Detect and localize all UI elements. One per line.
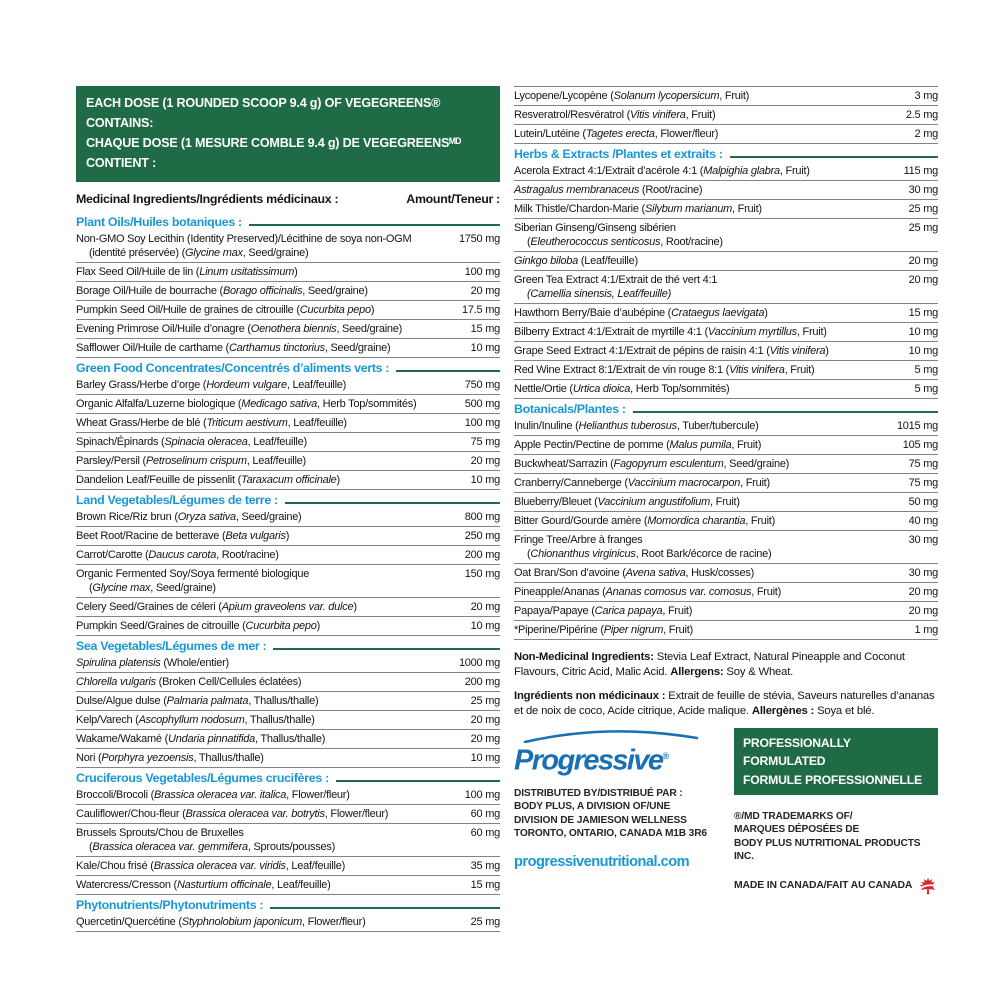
ingredient-name: Parsley/Persil (Petroselinum crispum, Leaf/feuille): [76, 454, 306, 467]
ingredient-amount: 30 mg: [908, 534, 938, 546]
ingredient-row: [514, 323, 938, 342]
distributed-by-text: DISTRIBUTED BY/DISTRIBUÉ PAR : BODY PLUS, A DIVISION OF/UNE DIVISION DE JAMIESON WELLNESS TORONTO, ONTARIO, CANADA M1B 3R6: [514, 787, 707, 840]
section-title: Green Food Concentrates/Concentrés d’aliments verts :: [76, 360, 390, 375]
progressive-logo: [514, 730, 718, 776]
ingredient-name: Spirulina platensis (Whole/entier): [76, 656, 229, 669]
ingredient-amount: 30 mg: [908, 567, 938, 579]
section-rule: [633, 411, 938, 413]
ingredient-amount: 30 mg: [908, 184, 938, 196]
ingredient-name: Non-GMO Soy Lecithin (Identity Preserved)/Lécithine de soya non-OGM (identité préservée) (Glycine max, Seed/graine): [76, 232, 412, 259]
ingredient-amount: 20 mg: [470, 284, 500, 297]
ingredient-row: [514, 361, 938, 380]
section-title: Land Vegetables/Légumes de terre :: [76, 492, 278, 507]
ingredient-name: Oat Bran/Son d’avoine (Avena sativa, Husk/cosses): [514, 567, 755, 579]
ingredient-amount: 60 mg: [470, 807, 500, 820]
maple-leaf-icon: [919, 877, 937, 895]
non-medicinal-block: [514, 650, 938, 718]
section-heading: [514, 144, 938, 162]
ingredient-row: [514, 380, 938, 399]
ingredient-name: Lycopene/Lycopène (Solanum lycopersicum, Fruit): [514, 90, 750, 102]
ingredient-name: Hawthorn Berry/Baie d’aubépine (Crataegus laevigata): [514, 307, 768, 319]
ingredient-amount: 5 mg: [914, 364, 938, 376]
ingredient-row: [76, 414, 500, 433]
ingredient-name: Nettle/Ortie (Urtica dioica, Herb Top/sommités): [514, 383, 730, 395]
ingredient-name: Dandelion Leaf/Feuille de pissenlit (Taraxacum officinale): [76, 473, 340, 486]
ingredient-row: [76, 730, 500, 749]
ingredient-amount: 200 mg: [464, 548, 500, 561]
ingredient-row: [514, 252, 938, 271]
ingredient-name: Resveratrol/Resvératrol (Vitis vinifera, Fruit): [514, 109, 716, 121]
ingredient-amount: 500 mg: [464, 397, 500, 410]
ingredient-amount: 20 mg: [908, 255, 938, 267]
non-medicinal-en: Non-Medicinal Ingredients: Stevia Leaf Extract, Natural Pineapple and Coconut Flavours, Citric Acid, Malic Acid. Allergens: Soy & Wheat.: [514, 651, 905, 678]
ingredient-amount: 10 mg: [908, 345, 938, 357]
section-rule: [273, 648, 500, 650]
ingredient-row: [76, 395, 500, 414]
ingredient-name: Celery Seed/Graines de céleri (Apium graveolens var. dulce): [76, 600, 357, 613]
ingredient-name: Flax Seed Oil/Huile de lin (Linum usitatissimum): [76, 265, 298, 278]
section-rule: [396, 370, 500, 372]
non-medicinal-fr: Ingrédients non médicinaux : Extrait de feuille de stévia, Saveurs naturelles d’ananas et de noix de coco, Acide citrique, Acide malique. Allergènes : Soya et blé.: [514, 690, 935, 717]
ingredient-name: Lutein/Lutéine (Tagetes erecta, Flower/fleur): [514, 128, 719, 140]
section-rule: [285, 502, 500, 504]
ingredient-amount: 100 mg: [464, 416, 500, 429]
website-url: progressivenutritional.com: [514, 853, 690, 870]
ingredient-row: [76, 527, 500, 546]
ingredient-row: [514, 583, 938, 602]
ingredient-name: Green Tea Extract 4:1/Extrait de thé vert 4:1 (Camellia sinensis, Leaf/feuille): [514, 274, 718, 300]
ingredient-amount: 1000 mg: [458, 656, 500, 669]
section-heading: [76, 895, 500, 913]
ingredient-row: [76, 376, 500, 395]
made-in-canada: [734, 877, 938, 895]
ingredient-name: Red Wine Extract 8:1/Extrait de vin rouge 8:1 (Vitis vinifera, Fruit): [514, 364, 815, 376]
ingredient-name: Acerola Extract 4:1/Extrait d’acérole 4:1 (Malpighia glabra, Fruit): [514, 165, 810, 177]
ingredient-name: Milk Thistle/Chardon-Marie (Silybum marianum, Fruit): [514, 203, 762, 215]
section-title: Phytonutrients/Phytonutriments :: [76, 897, 264, 912]
ingredient-row: [76, 565, 500, 598]
ingredient-amount: 25 mg: [908, 222, 938, 234]
ingredient-name: Brussels Sprouts/Chou de Bruxelles (Brassica oleracea var. gemmifera, Sprouts/pousses): [76, 826, 336, 853]
column-right: [514, 86, 938, 932]
ingredient-name: Chlorella vulgaris (Broken Cell/Cellules éclatées): [76, 675, 302, 688]
ingredient-amount: 2.5 mg: [905, 109, 938, 121]
ingredient-amount: 10 mg: [470, 619, 500, 632]
ingredient-row: [76, 876, 500, 895]
section-title: Herbs & Extracts /Plantes et extraits :: [514, 147, 723, 161]
ingredient-row: [76, 857, 500, 876]
medicinal-ingredients-label: Medicinal Ingredients/Ingrédients médicinaux :: [76, 191, 339, 206]
ingredient-amount: 50 mg: [908, 496, 938, 508]
ingredient-amount: 25 mg: [470, 694, 500, 707]
ingredient-amount: 20 mg: [470, 713, 500, 726]
ingredient-name: Ginkgo biloba (Leaf/feuille): [514, 255, 638, 267]
ingredient-name: Evening Primrose Oil/Huile d’onagre (Oenothera biennis, Seed/graine): [76, 322, 403, 335]
ingredient-row: [76, 673, 500, 692]
ingredient-name: Brown Rice/Riz brun (Oryza sativa, Seed/graine): [76, 510, 302, 523]
ingredient-name: Quercetin/Quercétine (Styphnolobium japonicum, Flower/fleur): [76, 915, 366, 928]
ingredient-name: Pineapple/Ananas (Ananas comosus var. comosus, Fruit): [514, 586, 781, 598]
ingredient-row: [514, 271, 938, 304]
ingredient-row: [514, 621, 938, 640]
section-heading: [76, 212, 500, 230]
dose-line-en: EACH DOSE (1 ROUNDED SCOOP 9.4 g) OF VEGEGREENS® CONTAINS:: [86, 96, 441, 131]
ingredient-row: [514, 493, 938, 512]
dose-line-fr: CHAQUE DOSE (1 MESURE COMBLE 9.4 g) DE VEGEGREENSᴹᴰ CONTIENT :: [86, 136, 462, 171]
ingredient-row: [76, 282, 500, 301]
ingredient-amount: 15 mg: [470, 878, 500, 891]
trademarks-text: ®/MD TRADEMARKS OF/ MARQUES DÉPOSÉES DE BODY PLUS NUTRITIONAL PRODUCTS INC.: [734, 810, 921, 863]
section-title: Botanicals/Plantes :: [514, 402, 626, 416]
ingredient-row: [514, 564, 938, 583]
ingredient-amount: 105 mg: [902, 439, 938, 451]
ingredient-row: [514, 474, 938, 493]
ingredient-row: [514, 512, 938, 531]
ingredient-amount: 100 mg: [464, 788, 500, 801]
ingredient-amount: 10 mg: [470, 751, 500, 764]
ingredient-amount: 200 mg: [464, 675, 500, 688]
ingredient-row: [514, 342, 938, 361]
ingredient-amount: 35 mg: [470, 859, 500, 872]
dose-header-box: [76, 86, 500, 182]
ingredient-name: Wakame/Wakamé (Undaria pinnatifida, Thallus/thalle): [76, 732, 326, 745]
ingredient-name: Organic Fermented Soy/Soya fermenté biologique (Glycine max, Seed/graine): [76, 567, 310, 594]
ingredient-amount: 250 mg: [464, 529, 500, 542]
ingredient-amount: 20 mg: [908, 274, 938, 286]
ingredient-row: [514, 86, 938, 106]
ingredient-amount: 150 mg: [464, 567, 500, 580]
ingredient-name: Bitter Gourd/Gourde amère (Momordica charantia, Fruit): [514, 515, 776, 527]
ingredient-amount: 20 mg: [470, 732, 500, 745]
ingredient-row: [76, 508, 500, 527]
ingredient-row: [76, 230, 500, 263]
ingredient-amount: 25 mg: [908, 203, 938, 215]
ingredient-amount: 15 mg: [908, 307, 938, 319]
ingredient-name: Papaya/Papaye (Carica papaya, Fruit): [514, 605, 693, 617]
ingredient-amount: 20 mg: [908, 586, 938, 598]
ingredient-row: [514, 162, 938, 181]
ingredient-row: [514, 200, 938, 219]
ingredient-row: [76, 546, 500, 565]
ingredient-row: [76, 786, 500, 805]
section-rule: [249, 224, 500, 226]
footer-right: [734, 728, 938, 895]
ingredient-row: [514, 106, 938, 125]
ingredient-name: Bilberry Extract 4:1/Extrait de myrtille 4:1 (Vaccinium myrtillus, Fruit): [514, 326, 827, 338]
ingredient-name: Nori (Porphyra yezoensis, Thallus/thalle): [76, 751, 264, 764]
ingredient-amount: 1 mg: [914, 624, 938, 636]
ingredient-row: [514, 304, 938, 323]
ingredient-row: [76, 805, 500, 824]
ingredient-name: Buckwheat/Sarrazin (Fagopyrum esculentum, Seed/graine): [514, 458, 790, 470]
section-heading: [76, 358, 500, 376]
ingredient-amount: 10 mg: [470, 341, 500, 354]
footer-left: [514, 728, 718, 895]
ingredient-name: Kale/Chou frisé (Brassica oleracea var. viridis, Leaf/feuille): [76, 859, 346, 872]
ingredient-name: Fringe Tree/Arbre à franges (Chionanthus virginicus, Root Bark/écorce de racine): [514, 534, 772, 560]
ingredient-amount: 15 mg: [470, 322, 500, 335]
ingredient-row: [76, 263, 500, 282]
formulated-line-fr: FORMULE PROFESSIONNELLE: [743, 772, 922, 787]
ingredient-row: [514, 125, 938, 144]
section-title: Cruciferous Vegetables/Légumes crucifères :: [76, 770, 329, 785]
ingredient-row: [76, 433, 500, 452]
ingredient-row: [76, 471, 500, 490]
ingredient-amount: 20 mg: [470, 600, 500, 613]
ingredient-name: Dulse/Algue dulse (Palmaria palmata, Thallus/thalle): [76, 694, 319, 707]
label-sheet: [76, 86, 938, 932]
section-title: Plant Oils/Huiles botaniques :: [76, 214, 242, 229]
ingredient-amount: 3 mg: [914, 90, 938, 102]
column-left: [76, 86, 500, 932]
ingredient-name: Siberian Ginseng/Ginseng sibérien (Eleutherococcus senticosus, Root/racine): [514, 222, 723, 248]
ingredient-amount: 25 mg: [470, 915, 500, 928]
ingredient-amount: 20 mg: [470, 454, 500, 467]
ingredient-name: Kelp/Varech (Ascophyllum nodosum, Thallus/thalle): [76, 713, 315, 726]
professionally-formulated-badge: [734, 728, 938, 795]
logo-wordmark: Progressive®: [514, 744, 670, 777]
ingredient-amount: 100 mg: [464, 265, 500, 278]
ingredient-row: [76, 301, 500, 320]
ingredient-name: Cranberry/Canneberge (Vaccinium macrocarpon, Fruit): [514, 477, 770, 489]
formulated-line-en: PROFESSIONALLY FORMULATED: [743, 736, 851, 769]
ingredient-name: Carrot/Carotte (Daucus carota, Root/racine): [76, 548, 279, 561]
ingredient-name: Beet Root/Racine de betterave (Beta vulgaris): [76, 529, 290, 542]
section-heading: [76, 490, 500, 508]
ingredient-row: [514, 181, 938, 200]
ingredient-amount: 20 mg: [908, 605, 938, 617]
ingredient-amount: 17.5 mg: [462, 303, 500, 316]
ingredient-amount: 115 mg: [903, 165, 938, 177]
ingredient-amount: 10 mg: [908, 326, 938, 338]
ingredient-row: [76, 692, 500, 711]
ingredient-amount: 40 mg: [908, 515, 938, 527]
ingredient-row: [514, 455, 938, 474]
section-heading: [76, 768, 500, 786]
medicinal-header: [76, 187, 500, 212]
ingredient-row: [514, 417, 938, 436]
ingredient-name: Safflower Oil/Huile de carthame (Carthamus tinctorius, Seed/graine): [76, 341, 391, 354]
ingredient-row: [76, 654, 500, 673]
ingredient-row: [76, 749, 500, 768]
ingredient-row: [76, 617, 500, 636]
right-sections: [514, 86, 938, 640]
section-rule: [270, 907, 500, 909]
ingredient-row: [76, 320, 500, 339]
ingredient-amount: 750 mg: [464, 378, 500, 391]
ingredient-name: Inulin/Inuline (Helianthus tuberosus, Tuber/tubercule): [514, 420, 759, 432]
ingredient-name: Barley Grass/Herbe d’orge (Hordeum vulgare, Leaf/feuille): [76, 378, 347, 391]
section-rule: [336, 780, 500, 782]
registered-mark: ®: [662, 751, 670, 761]
ingredient-amount: 10 mg: [470, 473, 500, 486]
footer: [514, 728, 938, 895]
ingredient-name: Cauliflower/Chou-fleur (Brassica oleracea var. botrytis, Flower/fleur): [76, 807, 389, 820]
section-heading: [514, 399, 938, 417]
ingredient-amount: 75 mg: [908, 477, 938, 489]
ingredient-amount: 75 mg: [908, 458, 938, 470]
ingredient-name: Apple Pectin/Pectine de pomme (Malus pumila, Fruit): [514, 439, 762, 451]
ingredient-row: [514, 436, 938, 455]
ingredient-name: Pumpkin Seed Oil/Huile de graines de citrouille (Cucurbita pepo): [76, 303, 375, 316]
ingredient-name: Wheat Grass/Herbe de blé (Triticum aestivum, Leaf/feuille): [76, 416, 347, 429]
ingredient-name: *Piperine/Pipérine (Piper nigrum, Fruit): [514, 624, 693, 636]
ingredient-row: [514, 219, 938, 252]
section-heading: [76, 636, 500, 654]
ingredient-name: Watercress/Cresson (Nasturtium officinale, Leaf/feuille): [76, 878, 331, 891]
ingredient-row: [76, 339, 500, 358]
ingredient-name: Broccoli/Brocoli (Brassica oleracea var. italica, Flower/fleur): [76, 788, 350, 801]
ingredient-amount: 1750 mg: [458, 232, 500, 245]
amount-label: Amount/Teneur :: [406, 191, 500, 206]
ingredient-amount: 75 mg: [470, 435, 500, 448]
made-in-canada-text: MADE IN CANADA/FAIT AU CANADA: [734, 880, 913, 892]
section-title: Sea Vegetables/Légumes de mer :: [76, 638, 267, 653]
ingredient-amount: 2 mg: [914, 128, 938, 140]
ingredient-name: Organic Alfalfa/Luzerne biologique (Medicago sativa, Herb Top/sommités): [76, 397, 417, 410]
ingredient-row: [76, 598, 500, 617]
ingredient-name: Grape Seed Extract 4:1/Extrait de pépins de raisin 4:1 (Vitis vinifera): [514, 345, 829, 357]
ingredient-amount: 60 mg: [470, 826, 500, 839]
section-rule: [730, 156, 938, 158]
ingredient-name: Spinach/Épinards (Spinacia oleracea, Leaf/feuille): [76, 435, 307, 448]
ingredient-amount: 1015 mg: [896, 420, 938, 432]
ingredient-row: [514, 602, 938, 621]
ingredient-amount: 5 mg: [914, 383, 938, 395]
ingredient-name: Blueberry/Bleuet (Vaccinium angustifolium, Fruit): [514, 496, 740, 508]
ingredient-amount: 800 mg: [464, 510, 500, 523]
ingredient-row: [76, 711, 500, 730]
ingredient-name: Astragalus membranaceus (Root/racine): [514, 184, 703, 196]
ingredient-row: [76, 452, 500, 471]
ingredient-row: [76, 913, 500, 932]
ingredient-row: [514, 531, 938, 564]
ingredient-row: [76, 824, 500, 857]
ingredient-name: Borage Oil/Huile de bourrache (Borago officinalis, Seed/graine): [76, 284, 368, 297]
ingredient-name: Pumpkin Seed/Graines de citrouille (Cucurbita pepo): [76, 619, 321, 632]
left-sections: [76, 212, 500, 932]
